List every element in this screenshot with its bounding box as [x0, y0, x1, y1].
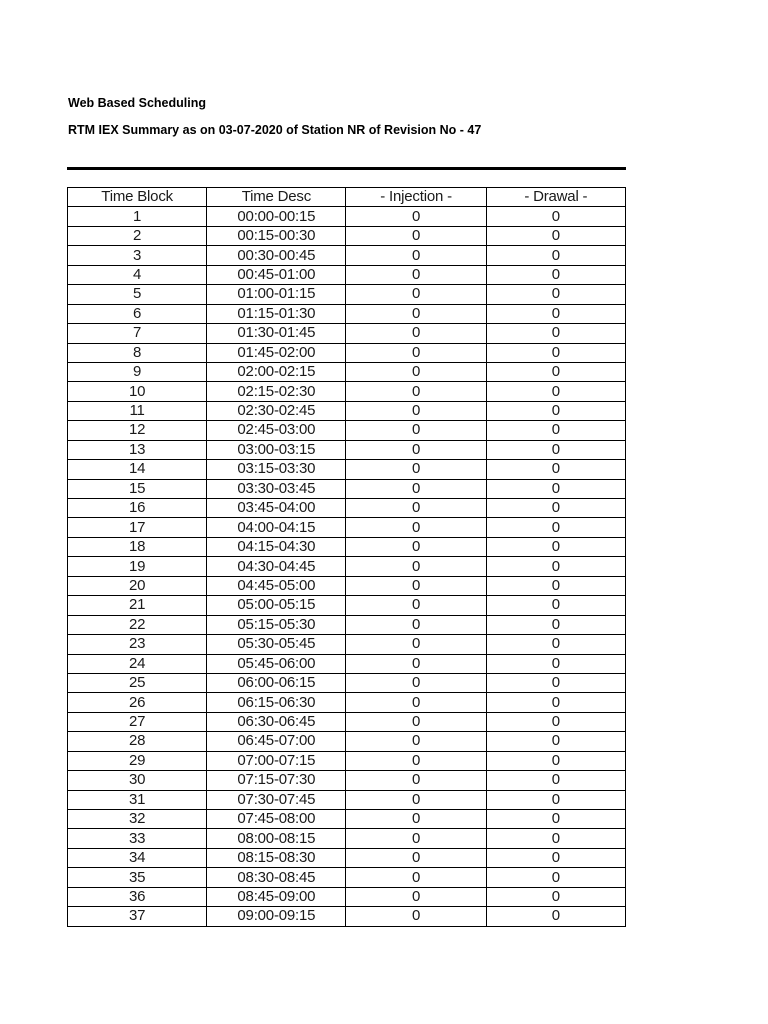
- cell-drawal: 0: [486, 907, 625, 926]
- column-header-time-block: Time Block: [68, 188, 207, 207]
- cell-time-desc: 07:45-08:00: [207, 810, 346, 829]
- cell-time-block: 35: [68, 868, 207, 887]
- cell-time-block: 5: [68, 285, 207, 304]
- cell-injection: 0: [346, 907, 486, 926]
- cell-injection: 0: [346, 673, 486, 692]
- cell-time-block: 24: [68, 654, 207, 673]
- cell-time-block: 1: [68, 207, 207, 226]
- cell-drawal: 0: [486, 693, 625, 712]
- cell-drawal: 0: [486, 732, 625, 751]
- cell-time-desc: 04:15-04:30: [207, 537, 346, 556]
- cell-drawal: 0: [486, 499, 625, 518]
- cell-injection: 0: [346, 499, 486, 518]
- cell-time-desc: 06:15-06:30: [207, 693, 346, 712]
- cell-injection: 0: [346, 265, 486, 284]
- cell-time-desc: 05:45-06:00: [207, 654, 346, 673]
- cell-time-desc: 06:00-06:15: [207, 673, 346, 692]
- cell-time-desc: 02:45-03:00: [207, 421, 346, 440]
- table-row: [68, 518, 626, 537]
- cell-time-block: 10: [68, 382, 207, 401]
- cell-drawal: 0: [486, 246, 625, 265]
- table-row: [68, 868, 626, 887]
- cell-injection: 0: [346, 382, 486, 401]
- cell-time-block: 30: [68, 771, 207, 790]
- table-row: [68, 790, 626, 809]
- table-row: [68, 615, 626, 634]
- cell-time-block: 6: [68, 304, 207, 323]
- cell-time-block: 14: [68, 460, 207, 479]
- table-row: [68, 829, 626, 848]
- cell-drawal: 0: [486, 829, 625, 848]
- header-divider: [67, 167, 626, 170]
- cell-drawal: 0: [486, 654, 625, 673]
- table-row: [68, 246, 626, 265]
- cell-drawal: 0: [486, 712, 625, 731]
- cell-injection: 0: [346, 343, 486, 362]
- cell-injection: 0: [346, 324, 486, 343]
- cell-injection: 0: [346, 654, 486, 673]
- cell-drawal: 0: [486, 479, 625, 498]
- cell-injection: 0: [346, 207, 486, 226]
- table-body: [68, 207, 626, 926]
- table-row: [68, 460, 626, 479]
- cell-time-desc: 02:00-02:15: [207, 362, 346, 381]
- table-header-row: [68, 188, 626, 207]
- cell-drawal: 0: [486, 537, 625, 556]
- cell-drawal: 0: [486, 518, 625, 537]
- cell-time-block: 11: [68, 401, 207, 420]
- cell-time-block: 17: [68, 518, 207, 537]
- cell-time-block: 4: [68, 265, 207, 284]
- cell-injection: 0: [346, 810, 486, 829]
- cell-time-block: 18: [68, 537, 207, 556]
- cell-time-desc: 05:00-05:15: [207, 596, 346, 615]
- cell-time-desc: 07:15-07:30: [207, 771, 346, 790]
- cell-injection: 0: [346, 790, 486, 809]
- cell-time-desc: 07:00-07:15: [207, 751, 346, 770]
- cell-time-desc: 06:45-07:00: [207, 732, 346, 751]
- table-row: [68, 226, 626, 245]
- cell-injection: 0: [346, 537, 486, 556]
- cell-time-desc: 08:45-09:00: [207, 887, 346, 906]
- cell-time-block: 12: [68, 421, 207, 440]
- cell-drawal: 0: [486, 673, 625, 692]
- table-row: [68, 440, 626, 459]
- column-header-time-desc: Time Desc: [207, 188, 346, 207]
- cell-drawal: 0: [486, 207, 625, 226]
- cell-time-desc: 08:30-08:45: [207, 868, 346, 887]
- cell-time-block: 8: [68, 343, 207, 362]
- cell-time-block: 7: [68, 324, 207, 343]
- cell-time-block: 16: [68, 499, 207, 518]
- cell-injection: 0: [346, 635, 486, 654]
- table-row: [68, 848, 626, 867]
- cell-time-block: 32: [68, 810, 207, 829]
- table-row: [68, 887, 626, 906]
- cell-time-block: 9: [68, 362, 207, 381]
- cell-drawal: 0: [486, 848, 625, 867]
- cell-drawal: 0: [486, 751, 625, 770]
- table-row: [68, 673, 626, 692]
- table-row: [68, 557, 626, 576]
- table-row: [68, 635, 626, 654]
- cell-injection: 0: [346, 421, 486, 440]
- cell-time-block: 28: [68, 732, 207, 751]
- cell-drawal: 0: [486, 285, 625, 304]
- table-row: [68, 285, 626, 304]
- cell-time-desc: 00:45-01:00: [207, 265, 346, 284]
- cell-injection: 0: [346, 226, 486, 245]
- cell-time-block: 20: [68, 576, 207, 595]
- table-row: [68, 654, 626, 673]
- cell-time-block: 23: [68, 635, 207, 654]
- cell-injection: 0: [346, 285, 486, 304]
- cell-time-block: 37: [68, 907, 207, 926]
- table-row: [68, 421, 626, 440]
- cell-time-block: 26: [68, 693, 207, 712]
- table-row: [68, 382, 626, 401]
- cell-time-block: 34: [68, 848, 207, 867]
- cell-time-block: 33: [68, 829, 207, 848]
- cell-drawal: 0: [486, 401, 625, 420]
- cell-time-desc: 09:00-09:15: [207, 907, 346, 926]
- table-row: [68, 401, 626, 420]
- cell-injection: 0: [346, 576, 486, 595]
- table-row: [68, 907, 626, 926]
- cell-time-desc: 04:00-04:15: [207, 518, 346, 537]
- cell-time-desc: 07:30-07:45: [207, 790, 346, 809]
- table-row: [68, 537, 626, 556]
- cell-drawal: 0: [486, 557, 625, 576]
- table-row: [68, 596, 626, 615]
- cell-drawal: 0: [486, 576, 625, 595]
- cell-injection: 0: [346, 479, 486, 498]
- cell-drawal: 0: [486, 343, 625, 362]
- cell-time-desc: 05:15-05:30: [207, 615, 346, 634]
- cell-time-block: 31: [68, 790, 207, 809]
- cell-injection: 0: [346, 596, 486, 615]
- table-row: [68, 479, 626, 498]
- table-row: [68, 304, 626, 323]
- cell-drawal: 0: [486, 771, 625, 790]
- cell-drawal: 0: [486, 615, 625, 634]
- table-row: [68, 207, 626, 226]
- cell-drawal: 0: [486, 596, 625, 615]
- column-header-injection: - Injection -: [346, 188, 486, 207]
- table-row: [68, 751, 626, 770]
- summary-title: RTM IEX Summary as on 03-07-2020 of Station NR of Revision No - 47: [68, 123, 482, 137]
- cell-drawal: 0: [486, 790, 625, 809]
- cell-time-desc: 02:30-02:45: [207, 401, 346, 420]
- cell-injection: 0: [346, 362, 486, 381]
- cell-injection: 0: [346, 518, 486, 537]
- cell-time-desc: 03:15-03:30: [207, 460, 346, 479]
- cell-time-desc: 05:30-05:45: [207, 635, 346, 654]
- cell-time-desc: 06:30-06:45: [207, 712, 346, 731]
- cell-drawal: 0: [486, 810, 625, 829]
- cell-injection: 0: [346, 557, 486, 576]
- cell-time-desc: 01:15-01:30: [207, 304, 346, 323]
- cell-time-block: 13: [68, 440, 207, 459]
- cell-time-block: 27: [68, 712, 207, 731]
- cell-time-block: 29: [68, 751, 207, 770]
- cell-drawal: 0: [486, 382, 625, 401]
- cell-time-desc: 03:45-04:00: [207, 499, 346, 518]
- cell-time-block: 22: [68, 615, 207, 634]
- cell-time-desc: 03:00-03:15: [207, 440, 346, 459]
- cell-drawal: 0: [486, 868, 625, 887]
- cell-injection: 0: [346, 829, 486, 848]
- column-header-drawal: - Drawal -: [486, 188, 625, 207]
- cell-injection: 0: [346, 401, 486, 420]
- table-row: [68, 499, 626, 518]
- cell-injection: 0: [346, 693, 486, 712]
- table-row: [68, 343, 626, 362]
- cell-time-desc: 04:30-04:45: [207, 557, 346, 576]
- table-row: [68, 771, 626, 790]
- cell-injection: 0: [346, 848, 486, 867]
- cell-time-desc: 01:30-01:45: [207, 324, 346, 343]
- cell-injection: 0: [346, 887, 486, 906]
- cell-injection: 0: [346, 440, 486, 459]
- cell-drawal: 0: [486, 460, 625, 479]
- cell-time-block: 21: [68, 596, 207, 615]
- cell-injection: 0: [346, 246, 486, 265]
- table-row: [68, 324, 626, 343]
- table-row: [68, 732, 626, 751]
- cell-drawal: 0: [486, 265, 625, 284]
- cell-drawal: 0: [486, 440, 625, 459]
- table-row: [68, 362, 626, 381]
- cell-time-block: 36: [68, 887, 207, 906]
- cell-time-desc: 02:15-02:30: [207, 382, 346, 401]
- cell-injection: 0: [346, 732, 486, 751]
- app-title: Web Based Scheduling: [68, 96, 206, 110]
- cell-injection: 0: [346, 304, 486, 323]
- table-row: [68, 576, 626, 595]
- table-row: [68, 810, 626, 829]
- cell-time-desc: 08:15-08:30: [207, 848, 346, 867]
- table-row: [68, 712, 626, 731]
- cell-injection: 0: [346, 712, 486, 731]
- cell-time-desc: 03:30-03:45: [207, 479, 346, 498]
- table-row: [68, 693, 626, 712]
- cell-drawal: 0: [486, 226, 625, 245]
- cell-time-block: 19: [68, 557, 207, 576]
- cell-injection: 0: [346, 771, 486, 790]
- cell-drawal: 0: [486, 887, 625, 906]
- cell-time-desc: 00:15-00:30: [207, 226, 346, 245]
- cell-time-block: 2: [68, 226, 207, 245]
- cell-injection: 0: [346, 615, 486, 634]
- cell-injection: 0: [346, 868, 486, 887]
- table-row: [68, 265, 626, 284]
- cell-drawal: 0: [486, 304, 625, 323]
- cell-time-desc: 08:00-08:15: [207, 829, 346, 848]
- cell-drawal: 0: [486, 362, 625, 381]
- cell-drawal: 0: [486, 635, 625, 654]
- cell-time-desc: 04:45-05:00: [207, 576, 346, 595]
- cell-time-desc: 00:30-00:45: [207, 246, 346, 265]
- cell-time-block: 3: [68, 246, 207, 265]
- cell-drawal: 0: [486, 421, 625, 440]
- cell-injection: 0: [346, 460, 486, 479]
- cell-time-desc: 01:45-02:00: [207, 343, 346, 362]
- cell-time-desc: 00:00-00:15: [207, 207, 346, 226]
- cell-drawal: 0: [486, 324, 625, 343]
- cell-time-desc: 01:00-01:15: [207, 285, 346, 304]
- schedule-table: [67, 187, 626, 927]
- cell-injection: 0: [346, 751, 486, 770]
- cell-time-block: 15: [68, 479, 207, 498]
- cell-time-block: 25: [68, 673, 207, 692]
